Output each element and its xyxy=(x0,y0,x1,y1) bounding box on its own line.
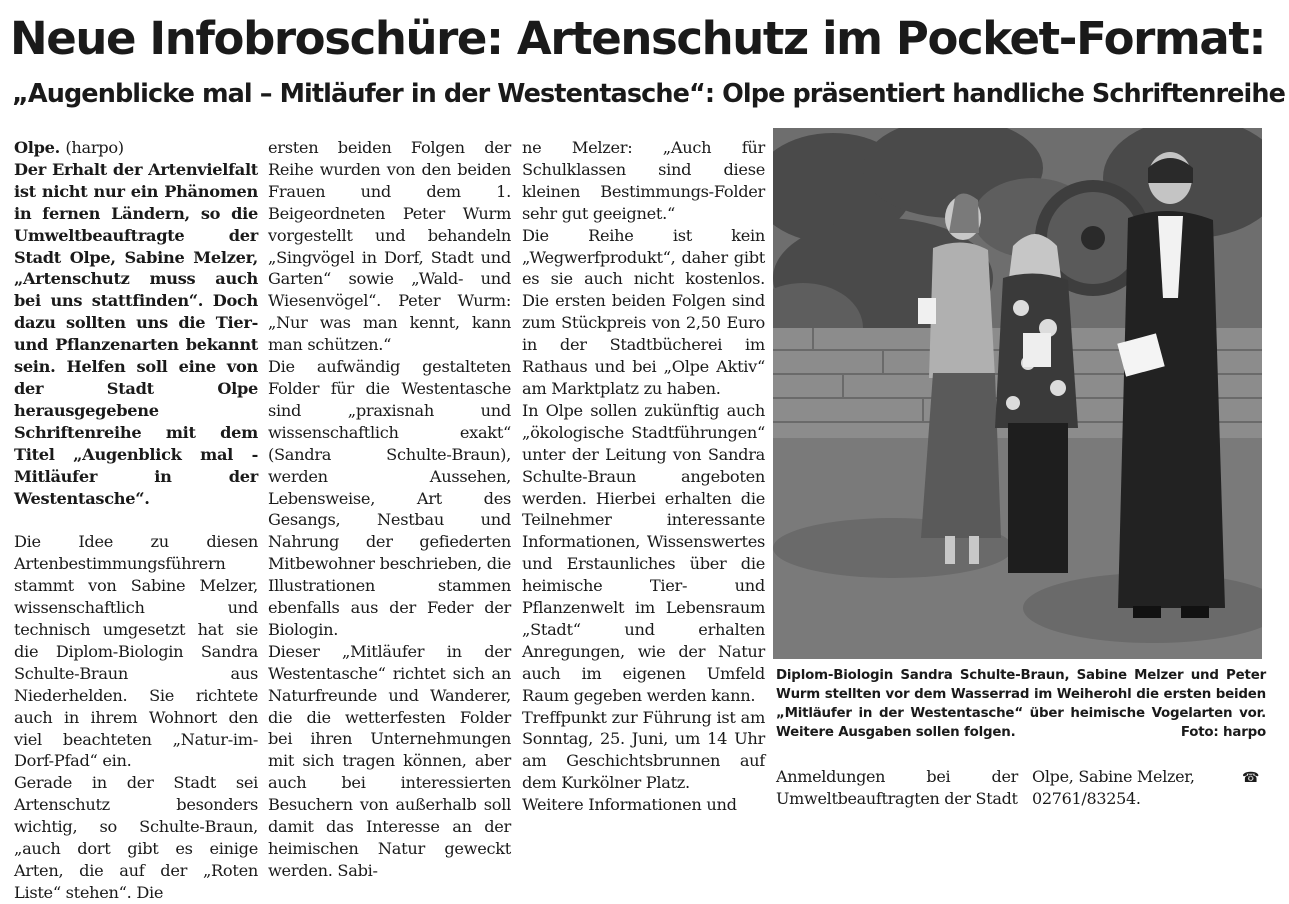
body-paragraph: ne Melzer: „Auch für Schulklassen sind diese kleinen Bestimmungs-Folder sehr gut geeignet.“ xyxy=(522,138,765,223)
article-column-1 xyxy=(14,137,258,904)
body-paragraph: In Olpe sollen zukünftig auch „ökologische Stadtführungen“ unter der Leitung von Sandra Schulte-Braun angeboten werden. Hierbei erhalten die Teilnehmer interessante Informationen, Wissenswertes und Erstaunliches über die heimische Tier- und Pflanzenwelt im Lebensraum „Stadt“ und erhalten Anregungen, wie der Natur auch im eigenen Umfeld Raum gegeben werden kann. xyxy=(522,400,765,705)
body-paragraph: Treffpunkt zur Führung ist am Sonntag, 25. Juni, um 14 Uhr am Geschichtsbrunnen auf dem Kurkölner Platz. xyxy=(522,707,765,793)
body-paragraph: Gerade in der Stadt sei Artenschutz besonders wichtig, so Schulte-Braun, „auch dort gibt es einige Arten, die auf der „Roten Liste“ stehen“. Die xyxy=(14,773,258,902)
dateline: Olpe. xyxy=(14,138,61,157)
headline: Neue Infobroschüre: Artenschutz im Pocket-Format: xyxy=(10,12,1266,65)
lead-text: Der Erhalt der Artenvielfalt ist nicht nur ein Phänomen in fernen Ländern, so die Umweltbeauftragte der Stadt Olpe, Sabine Melzer, „Artenschutz muss auch bei uns stattfinden“. Doch dazu sollten uns die Tier- und Pflanzenarten bekannt sein. Helfen soll eine von der Stadt Olpe herausgegebene Schriftenreihe mit dem Titel „Augenblick mal - Mitläufer in der Westentasche“. xyxy=(14,159,258,508)
article-column-2 xyxy=(268,137,511,882)
photo-caption xyxy=(776,666,1266,742)
article-column-3 xyxy=(522,137,765,816)
article-photo xyxy=(773,128,1262,659)
phone-icon: ☎ xyxy=(1242,770,1260,786)
body-paragraph: Weitere Informationen und xyxy=(522,795,737,815)
body-paragraph: Die aufwändig gestalteten Folder für die Westentasche sind „praxisnah und wissenschaftlich exakt“ (Sandra Schulte-Braun), werden Aussehen, Lebensweise, Art des Gesangs, Nestbau und Nahrung der gefiederten Mitbewohner beschrieben, die Illustrationen stammen ebenfalls aus der Feder der Biologin. xyxy=(268,357,511,639)
body-paragraph: ersten beiden Folgen der Reihe wurden von den beiden Frauen und dem 1. Beigeordneten Peter Wurm vorgestellt und behandeln „Singvögel in Dorf, Stadt und Garten“ sowie „Wald- und Wiesenvögel“. Peter Wurm: „Nur was man kennt, kann man schützen.“ xyxy=(268,138,511,355)
photo-illustration xyxy=(773,128,1262,659)
subheadline: „Augenblicke mal – Mitläufer in der Westentasche“: Olpe präsentiert handliche Schriftenreihe xyxy=(12,79,1286,109)
photo-credit: Foto: harpo xyxy=(1180,725,1266,740)
caption-text: Diplom-Biologin Sandra Schulte-Braun, Sabine Melzer und Peter Wurm stellten vor dem Wasserrad im Weiherohl die ersten beiden „Mitläufer in der Westentasche“ über heimische Vogelarten vor. Weitere Ausgaben sollen folgen. xyxy=(776,668,1266,740)
contact-phone: 02761/83254. xyxy=(1032,789,1141,808)
body-paragraph: Die Idee zu diesen Artenbestimmungsführern stammt von Sabine Melzer, wissenschaftlich und technisch umgesetzt hat sie die Diplom-Biologin Sandra Schulte-Braun aus Niederhelden. Sie richtete auch in ihrem Wohnort den viel beachteten „Natur-im-Dorf-Pfad“ ein. xyxy=(14,532,258,771)
registration-text: Anmeldungen bei der Umweltbeauftragten der Stadt xyxy=(776,767,1018,808)
contact-details xyxy=(1032,766,1262,810)
byline: (harpo) xyxy=(65,138,124,157)
body-paragraph: Dieser „Mitläufer in der Westentasche“ richtet sich an Naturfreunde und Wanderer, die die wetterfesten Folder bei ihren Unternehmungen mit sich tragen können, aber auch bei interessierten Besuchern von außerhalb soll damit das Interesse an der heimischen Natur geweckt werden. Sabi- xyxy=(268,641,511,880)
lead-paragraph xyxy=(14,137,258,509)
contact-name: Olpe, Sabine Melzer, xyxy=(1032,767,1195,786)
body-paragraph: Die Reihe ist kein „Wegwerfprodukt“, daher gibt es sie auch nicht kostenlos. Die ersten beiden Folgen sind zum Stückpreis von 2,50 Euro in der Stadtbücherei im Rathaus und bei „Olpe Aktiv“ am Marktplatz zu haben. xyxy=(522,225,765,398)
